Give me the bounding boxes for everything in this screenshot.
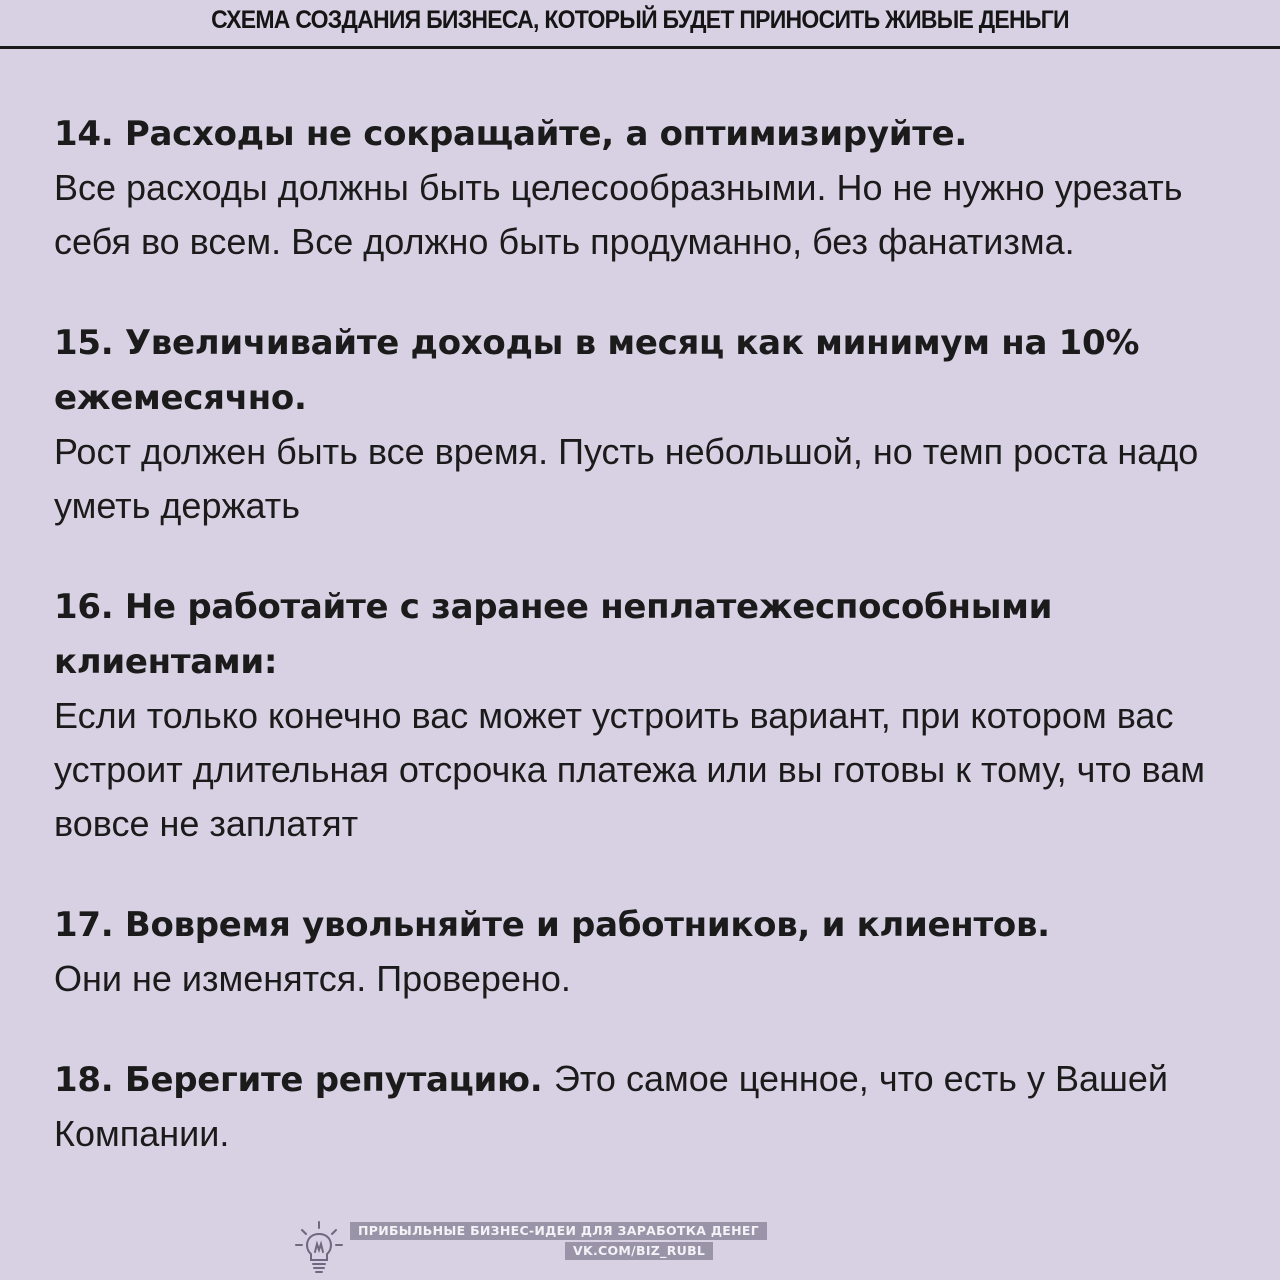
tips-list [54,106,1244,1207]
tip-heading: 18. Берегите репутацию. [54,1060,554,1100]
tip-heading: 14. Расходы не сокращайте, а оптимизируйте. [54,114,968,154]
tip-heading: 16. Не работайте с заранее неплатежеспособными клиентами: [54,587,1053,682]
tip-body: Все расходы должны быть целесообразными. Но не нужно урезать себя во всем. Все должно быть продуманно, без фанатизма. [54,167,1183,262]
tip-heading: 17. Вовремя увольняйте и работников, и клиентов. [54,905,1050,945]
tip-item [54,1052,1244,1161]
page-title: СХЕМА СОЗДАНИЯ БИЗНЕСА, КОТОРЫЙ БУДЕТ ПРИНОСИТЬ ЖИВЫЕ ДЕНЬГИ [211,6,1069,34]
footer-link[interactable]: VK.COM/BIZ_RUBL [565,1242,713,1260]
tip-item [54,579,1244,851]
tip-body: Они не изменятся. Проверено. [54,958,571,999]
footer-tagline: ПРИБЫЛЬНЫЕ БИЗНЕС-ИДЕИ ДЛЯ ЗАРАБОТКА ДЕНЕГ [350,1222,767,1240]
tip-body: Рост должен быть все время. Пусть небольшой, но темп роста надо уметь держать [54,431,1199,526]
tip-item [54,315,1244,533]
tip-item [54,897,1244,1006]
header-divider [0,46,1280,49]
footer [0,1218,1280,1278]
tip-item [54,106,1244,269]
lightbulb-icon [294,1220,344,1276]
tip-body: Это самое ценное, что есть у Вашей Компании. [54,1058,1168,1154]
tip-heading: 15. Увеличивайте доходы в месяц как минимум на 10% ежемесячно. [54,323,1140,418]
tip-body: Если только конечно вас может устроить вариант, при котором вас устроит длительная отсрочка платежа или вы готовы к тому, что вам вовсе не заплатят [54,695,1206,844]
header [0,0,1280,50]
